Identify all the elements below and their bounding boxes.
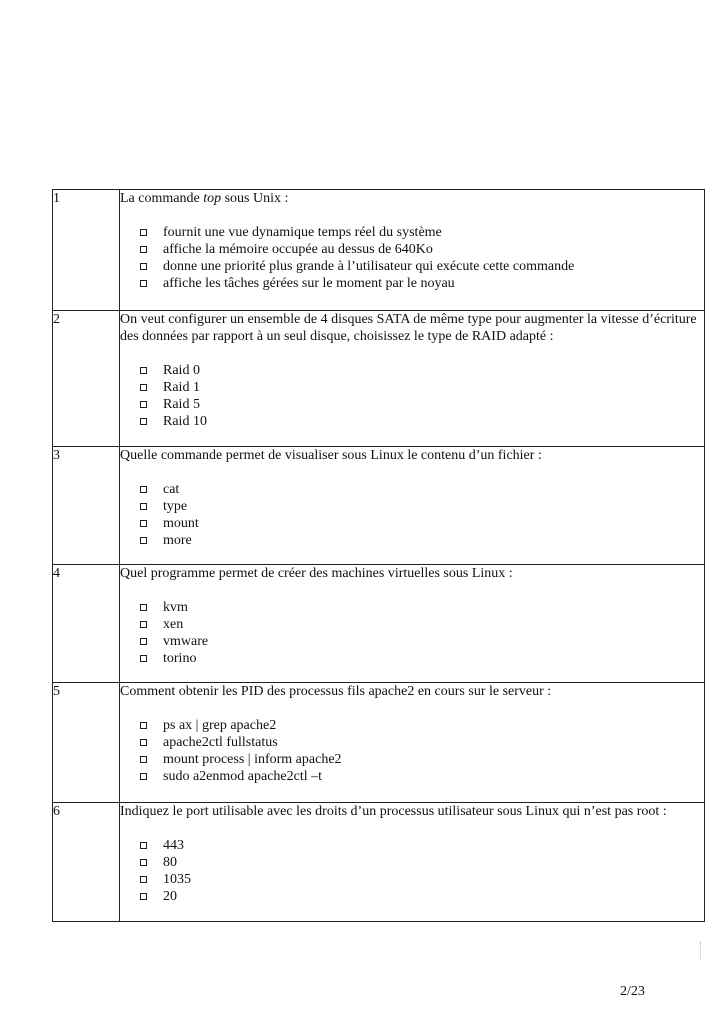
- question-text: La commande top sous Unix :: [120, 191, 289, 206]
- option-item[interactable]: [140, 515, 704, 532]
- question-text: Comment obtenir les PID des processus fils apache2 en cours sur le serveur :: [120, 684, 552, 699]
- option-label: ps ax | grep apache2: [163, 718, 277, 733]
- question-number: 5: [53, 683, 120, 803]
- option-label: xen: [163, 617, 184, 632]
- option-item[interactable]: [140, 275, 704, 292]
- checkbox-icon[interactable]: [140, 756, 147, 763]
- command-name: top: [203, 191, 222, 206]
- checkbox-icon[interactable]: [140, 280, 147, 287]
- options-list: [120, 362, 704, 430]
- checkbox-icon[interactable]: [140, 246, 147, 253]
- option-item[interactable]: [140, 258, 704, 275]
- option-item[interactable]: [140, 616, 704, 633]
- question-number: 3: [53, 447, 120, 565]
- page-number: 2/23: [620, 984, 645, 999]
- checkbox-icon[interactable]: [140, 638, 147, 645]
- option-item[interactable]: [140, 734, 704, 751]
- option-item[interactable]: [140, 633, 704, 650]
- checkbox-icon[interactable]: [140, 621, 147, 628]
- options-list: [120, 224, 704, 292]
- question-row: [53, 683, 705, 803]
- question-row: [53, 447, 705, 565]
- option-item[interactable]: [140, 888, 704, 905]
- option-label: 443: [163, 838, 184, 853]
- option-label: more: [163, 533, 192, 548]
- option-item[interactable]: [140, 396, 704, 413]
- option-label: Raid 0: [163, 363, 200, 378]
- questions-table: [52, 189, 705, 922]
- option-label: 20: [163, 889, 177, 904]
- option-label: Raid 1: [163, 380, 200, 395]
- checkbox-icon[interactable]: [140, 876, 147, 883]
- question-cell: [120, 447, 705, 565]
- option-label: Raid 5: [163, 397, 200, 412]
- checkbox-icon[interactable]: [140, 384, 147, 391]
- question-text: Quelle commande permet de visualiser sous Linux le contenu d’un fichier :: [120, 448, 542, 463]
- question-row: [53, 190, 705, 311]
- option-item[interactable]: [140, 650, 704, 667]
- option-label: kvm: [163, 600, 188, 615]
- option-label: mount: [163, 516, 199, 531]
- option-item[interactable]: [140, 768, 704, 785]
- option-item[interactable]: [140, 532, 704, 549]
- option-item[interactable]: [140, 871, 704, 888]
- checkbox-icon[interactable]: [140, 739, 147, 746]
- checkbox-icon[interactable]: [140, 229, 147, 236]
- question-number: 6: [53, 803, 120, 922]
- options-list: [120, 717, 704, 785]
- question-cell: [120, 683, 705, 803]
- option-item[interactable]: [140, 379, 704, 396]
- option-item[interactable]: [140, 224, 704, 241]
- option-label: 80: [163, 855, 177, 870]
- option-label: 1035: [163, 872, 191, 887]
- option-label: affiche les tâches gérées sur le moment par le noyau: [163, 276, 455, 291]
- options-list: [120, 837, 704, 905]
- option-label: torino: [163, 651, 197, 666]
- question-number: 2: [53, 311, 120, 447]
- checkbox-icon[interactable]: [140, 604, 147, 611]
- checkbox-icon[interactable]: [140, 418, 147, 425]
- option-item[interactable]: [140, 413, 704, 430]
- checkbox-icon[interactable]: [140, 655, 147, 662]
- option-item[interactable]: [140, 854, 704, 871]
- question-row: [53, 803, 705, 922]
- question-cell: [120, 311, 705, 447]
- checkbox-icon[interactable]: [140, 722, 147, 729]
- checkbox-icon[interactable]: [140, 486, 147, 493]
- question-text: Indiquez le port utilisable avec les droits d’un processus utilisateur sous Linux qui n’est pas root :: [120, 804, 667, 819]
- option-label: mount process | inform apache2: [163, 752, 342, 767]
- option-label: Raid 10: [163, 414, 207, 429]
- option-item[interactable]: [140, 599, 704, 616]
- checkbox-icon[interactable]: [140, 367, 147, 374]
- question-row: [53, 311, 705, 447]
- question-cell: [120, 565, 705, 683]
- checkbox-icon[interactable]: [140, 773, 147, 780]
- option-item[interactable]: [140, 498, 704, 515]
- question-number: 4: [53, 565, 120, 683]
- option-label: affiche la mémoire occupée au dessus de 640Ko: [163, 242, 433, 257]
- option-label: type: [163, 499, 188, 514]
- scan-artifact: [700, 942, 702, 960]
- checkbox-icon[interactable]: [140, 520, 147, 527]
- option-item[interactable]: [140, 751, 704, 768]
- option-item[interactable]: [140, 717, 704, 734]
- options-list: [120, 481, 704, 549]
- option-label: donne une priorité plus grande à l’utilisateur qui exécute cette commande: [163, 259, 575, 274]
- question-cell: [120, 190, 705, 311]
- option-label: apache2ctl fullstatus: [163, 735, 278, 750]
- option-item[interactable]: [140, 481, 704, 498]
- question-number: 1: [53, 190, 120, 311]
- question-text: Quel programme permet de créer des machines virtuelles sous Linux :: [120, 566, 513, 581]
- option-label: vmware: [163, 634, 209, 649]
- question-cell: [120, 803, 705, 922]
- checkbox-icon[interactable]: [140, 263, 147, 270]
- question-row: [53, 565, 705, 683]
- checkbox-icon[interactable]: [140, 842, 147, 849]
- checkbox-icon[interactable]: [140, 401, 147, 408]
- checkbox-icon[interactable]: [140, 859, 147, 866]
- option-item[interactable]: [140, 837, 704, 854]
- option-label: cat: [163, 482, 180, 497]
- option-label: sudo a2enmod apache2ctl –t: [163, 769, 323, 784]
- option-item[interactable]: [140, 241, 704, 258]
- checkbox-icon[interactable]: [140, 503, 147, 510]
- option-item[interactable]: [140, 362, 704, 379]
- options-list: [120, 599, 704, 667]
- option-label: fournit une vue dynamique temps réel du système: [163, 225, 442, 240]
- question-text: On veut configurer un ensemble de 4 disques SATA de même type pour augmenter la vitesse d’écriture des données par rapport à un seul disque, choisissez le type de RAID adapté :: [120, 312, 697, 344]
- checkbox-icon[interactable]: [140, 537, 147, 544]
- checkbox-icon[interactable]: [140, 893, 147, 900]
